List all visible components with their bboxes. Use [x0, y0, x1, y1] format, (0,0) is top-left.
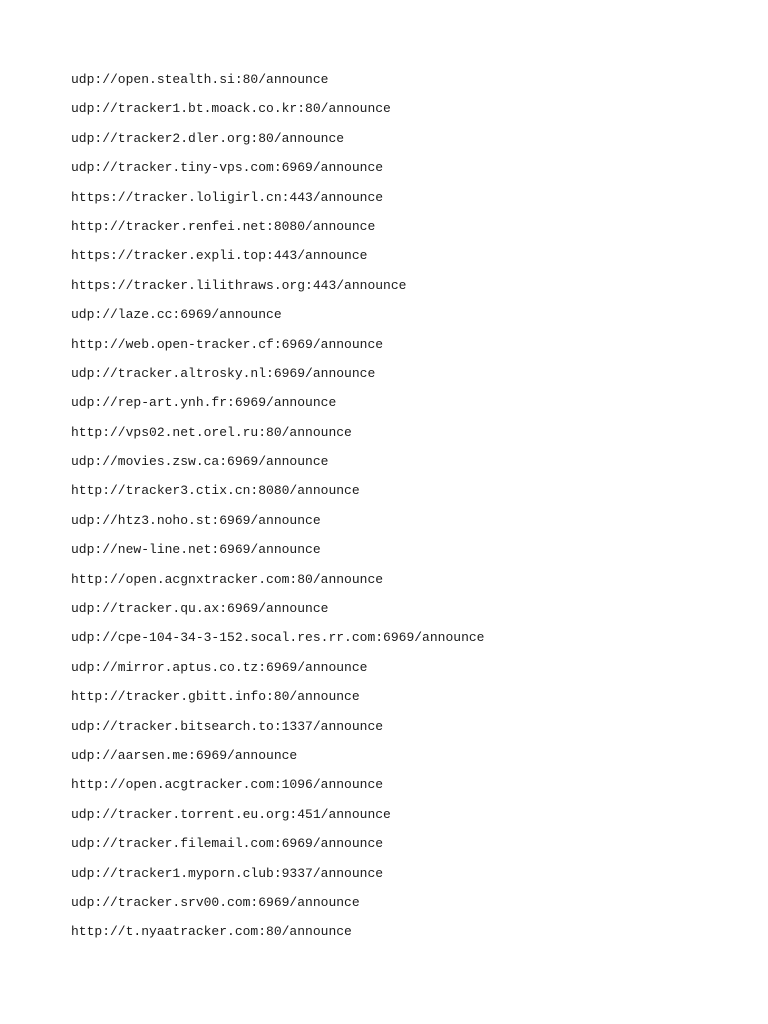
tracker-url-line: http://vps02.net.orel.ru:80/announce	[71, 424, 352, 440]
tracker-url-line: udp://tracker.altrosky.nl:6969/announce	[71, 365, 376, 381]
tracker-url-line: https://tracker.lilithraws.org:443/announce	[71, 277, 407, 293]
tracker-url-line: udp://tracker.tiny-vps.com:6969/announce	[71, 160, 384, 176]
tracker-url-line: https://tracker.loligirl.cn:443/announce	[71, 189, 384, 205]
tracker-url-line: udp://aarsen.me:6969/announce	[71, 747, 298, 763]
tracker-url-line: http://web.open-tracker.cf:6969/announce	[71, 336, 384, 352]
tracker-url-line: http://t.nyaatracker.com:80/announce	[71, 924, 352, 940]
tracker-url-line: http://tracker.renfei.net:8080/announce	[71, 218, 376, 234]
tracker-url-line: udp://open.stealth.si:80/announce	[71, 72, 329, 87]
tracker-url-line: http://tracker.gbitt.info:80/announce	[71, 689, 360, 705]
tracker-url-line: udp://rep-art.ynh.fr:6969/announce	[71, 395, 337, 411]
tracker-url-line: udp://cpe-104-34-3-152.socal.res.rr.com:6969/announce	[71, 630, 485, 646]
tracker-url-line: http://open.acgnxtracker.com:80/announce	[71, 571, 384, 587]
tracker-url-line: udp://tracker1.myporn.club:9337/announce	[71, 865, 384, 881]
tracker-url-line: udp://tracker.torrent.eu.org:451/announce	[71, 806, 391, 822]
tracker-url-line: udp://tracker.qu.ax:6969/announce	[71, 601, 329, 617]
tracker-url-line: https://tracker.expli.top:443/announce	[71, 248, 368, 264]
tracker-url-line: udp://tracker.srv00.com:6969/announce	[71, 894, 360, 910]
tracker-url-line: udp://laze.cc:6969/announce	[71, 307, 282, 323]
tracker-url-line: http://open.acgtracker.com:1096/announce	[71, 777, 384, 793]
tracker-url-line: udp://new-line.net:6969/announce	[71, 542, 321, 558]
tracker-url-line: udp://movies.zsw.ca:6969/announce	[71, 454, 329, 470]
tracker-url-line: udp://tracker.filemail.com:6969/announce	[71, 836, 384, 852]
tracker-list	[71, 70, 731, 952]
tracker-url-line: udp://tracker.bitsearch.to:1337/announce	[71, 718, 384, 734]
tracker-url-line: udp://htz3.noho.st:6969/announce	[71, 512, 321, 528]
tracker-url-line: udp://tracker1.bt.moack.co.kr:80/announce	[71, 101, 391, 117]
tracker-url-line: udp://tracker2.dler.org:80/announce	[71, 130, 345, 146]
tracker-url-line: http://tracker3.ctix.cn:8080/announce	[71, 483, 360, 499]
tracker-url-line: udp://mirror.aptus.co.tz:6969/announce	[71, 659, 368, 675]
